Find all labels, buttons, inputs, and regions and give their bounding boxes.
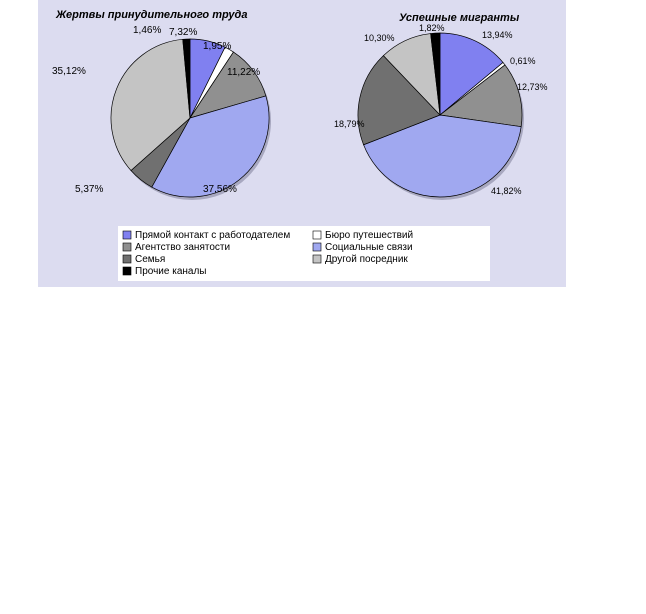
pct-label-right-5: 10,30% (364, 33, 395, 43)
pct-label-right-4: 18,79% (334, 119, 365, 129)
chart-title-left: Жертвы принудительного труда (56, 9, 248, 21)
pct-label-right-2: 12,73% (517, 82, 548, 92)
legend-swatch-0 (123, 231, 131, 239)
legend-swatch-3 (313, 243, 321, 251)
legend (118, 226, 490, 281)
legend-swatch-1 (313, 231, 321, 239)
pct-label-right-0: 13,94% (482, 30, 513, 40)
pie-chart-figure (38, 0, 566, 287)
chart-title-right: Успешные мигранты (399, 12, 520, 24)
pct-label-left-1: 1,95% (203, 41, 232, 52)
pct-label-left-2: 11,22% (227, 67, 261, 78)
pct-label-left-3: 37,56% (203, 184, 237, 195)
legend-label-1: Бюро путешествий (325, 230, 414, 241)
legend-swatch-2 (123, 243, 131, 251)
legend-swatch-5 (313, 255, 321, 263)
pct-label-right-1: 0,61% (510, 56, 536, 66)
legend-label-2: Агентство занятости (135, 242, 231, 253)
pie-chart-canvas (38, 0, 566, 287)
legend-label-3: Социальные связи (325, 242, 413, 253)
legend-label-6: Прочие каналы (135, 266, 207, 277)
legend-label-4: Семья (135, 254, 166, 265)
pct-label-right-6: 1,82% (419, 23, 445, 33)
legend-swatch-6 (123, 267, 131, 275)
legend-label-0: Прямой контакт с работодателем (135, 230, 291, 241)
legend-swatch-4 (123, 255, 131, 263)
pct-label-right-3: 41,82% (491, 186, 522, 196)
pct-label-left-0: 7,32% (169, 27, 198, 38)
pct-label-left-5: 35,12% (52, 66, 86, 77)
pct-label-left-6: 1,46% (133, 25, 162, 36)
legend-label-5: Другой посредник (325, 254, 408, 265)
pct-label-left-4: 5,37% (75, 184, 104, 195)
